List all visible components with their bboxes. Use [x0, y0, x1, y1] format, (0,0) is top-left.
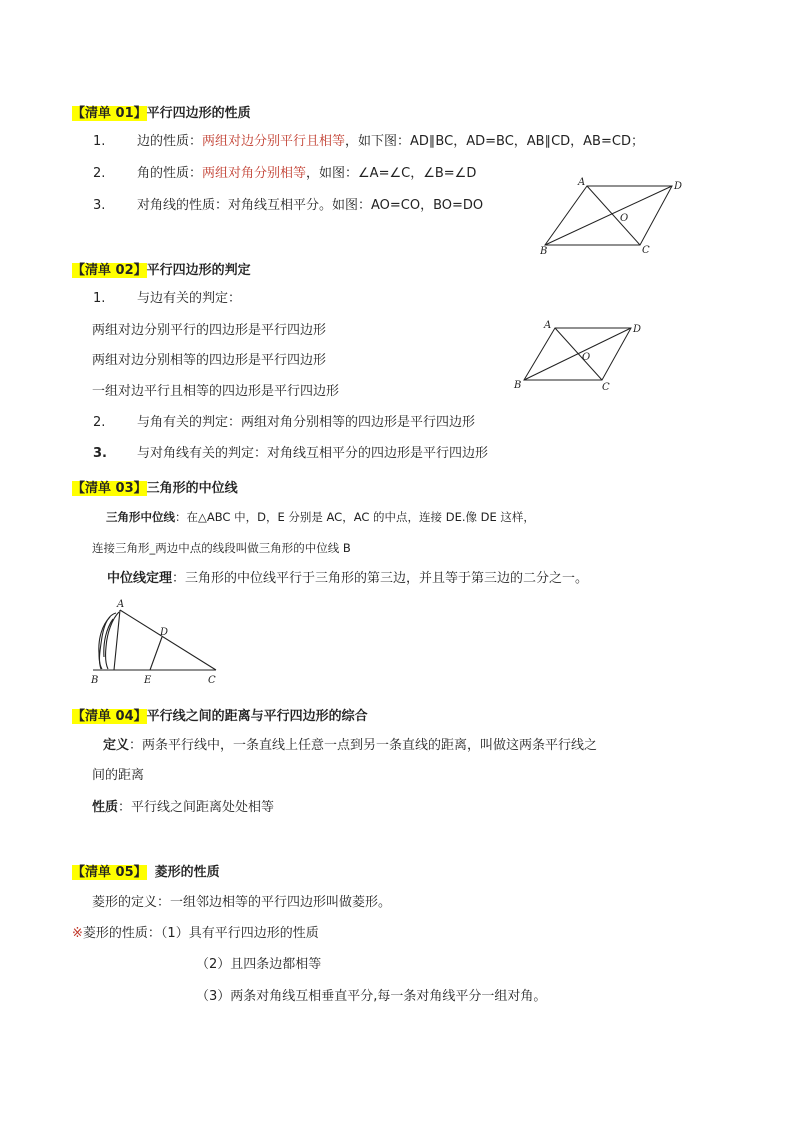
- section-1-title: 平行四边形的性质: [146, 106, 251, 121]
- s3-definition-cont: 连接三角形_两边中点的线段叫做三角形的中位线 B: [92, 541, 351, 555]
- s1-item-1: 1. 边的性质：两组对边分别平行且相等，如下图：AD∥BC，AD=BC，AB∥CD，AB=CD；: [93, 134, 644, 149]
- section-2-tag: 【清单 02】: [72, 263, 147, 278]
- label-a: A: [544, 320, 552, 331]
- label-o: O: [582, 352, 591, 363]
- s1-item-3: 3. 对角线的性质：对角线互相平分。如图：AO=CO，BO=DO: [93, 198, 484, 213]
- s5-property: ※菱形的性质：（1）具有平行四边形的性质: [72, 926, 319, 941]
- label-b: B: [91, 675, 99, 686]
- side-ac: [120, 610, 216, 670]
- s5-property-3: （3）两条对角线互相垂直平分,每一条对角线平分一组对角。: [196, 989, 547, 1004]
- s1-item-2: 2. 角的性质：两组对角分别相等，如图：∠A=∠C，∠B=∠D: [93, 166, 477, 181]
- label-d: D: [674, 181, 683, 192]
- label-e: E: [144, 675, 152, 686]
- s2-line-3: 一组对边平行且相等的四边形是平行四边形: [92, 384, 340, 399]
- section-5-tag: 【清单 05】: [72, 865, 147, 880]
- parallelogram-figure-1: [540, 175, 690, 257]
- midline-de: [150, 637, 162, 670]
- label-c: C: [602, 382, 610, 392]
- parallelogram-figure-2: [510, 318, 650, 392]
- section-4-tag: 【清单 04】: [72, 709, 147, 724]
- s4-definition: 定义：两条平行线中，一条直线上任意一点到另一条直线的距离，叫做这两条平行线之: [103, 738, 598, 753]
- label-d: D: [633, 324, 642, 335]
- section-1-tag: 【清单 01】: [72, 106, 147, 121]
- s5-definition: 菱形的定义：一组邻边相等的平行四边形叫做菱形。: [92, 895, 392, 910]
- s2-item-3: 3. 与对角线有关的判定：对角线互相平分的四边形是平行四边形: [93, 446, 489, 461]
- label-c: C: [642, 245, 650, 256]
- s2-item-2: 2. 与角有关的判定：两组对角分别相等的四边形是平行四边形: [93, 415, 476, 430]
- label-c: C: [208, 675, 216, 686]
- asterisk-mark: ※: [72, 926, 83, 941]
- section-3-tag: 【清单 03】: [72, 481, 147, 496]
- label-a: A: [578, 177, 586, 188]
- s2-line-2: 两组对边分别相等的四边形是平行四边形: [92, 353, 327, 368]
- label-a: A: [117, 599, 125, 610]
- s4-property: 性质：平行线之间距离处处相等: [92, 800, 275, 815]
- section-3-title: 三角形的中位线: [146, 481, 238, 496]
- section-3-heading: [72, 477, 238, 496]
- section-4-title: 平行线之间的距离与平行四边形的综合: [146, 709, 368, 724]
- label-b: B: [540, 246, 548, 257]
- s3-definition: 三角形中位线：在△ABC 中，D，E 分别是 AC，AC 的中点，连接 DE.像 DE 这样，: [106, 510, 535, 524]
- section-2-title: 平行四边形的判定: [146, 263, 251, 278]
- section-5-heading: [72, 861, 220, 880]
- section-2-heading: [72, 259, 251, 278]
- triangle-figure: [86, 595, 226, 687]
- s4-definition-cont: 间的距离: [92, 768, 145, 783]
- side-ab: [114, 610, 120, 670]
- s5-property-2: （2）且四条边都相等: [196, 957, 322, 972]
- section-1-heading: [72, 102, 251, 121]
- sketch-stroke: [99, 613, 116, 669]
- label-d: D: [160, 627, 169, 638]
- diagonal-ac: [587, 186, 640, 245]
- label-o: O: [620, 213, 629, 224]
- s3-theorem: 中位线定理：三角形的中位线平行于三角形的第三边，并且等于第三边的二分之一。: [107, 571, 589, 586]
- s2-line-1: 两组对边分别平行的四边形是平行四边形: [92, 323, 327, 338]
- diagonal-bd: [545, 186, 672, 245]
- s2-item-1: 1. 与边有关的判定：: [93, 291, 242, 306]
- section-4-heading: [72, 705, 368, 724]
- label-b: B: [514, 380, 522, 391]
- section-5-title: 菱形的性质: [154, 865, 220, 880]
